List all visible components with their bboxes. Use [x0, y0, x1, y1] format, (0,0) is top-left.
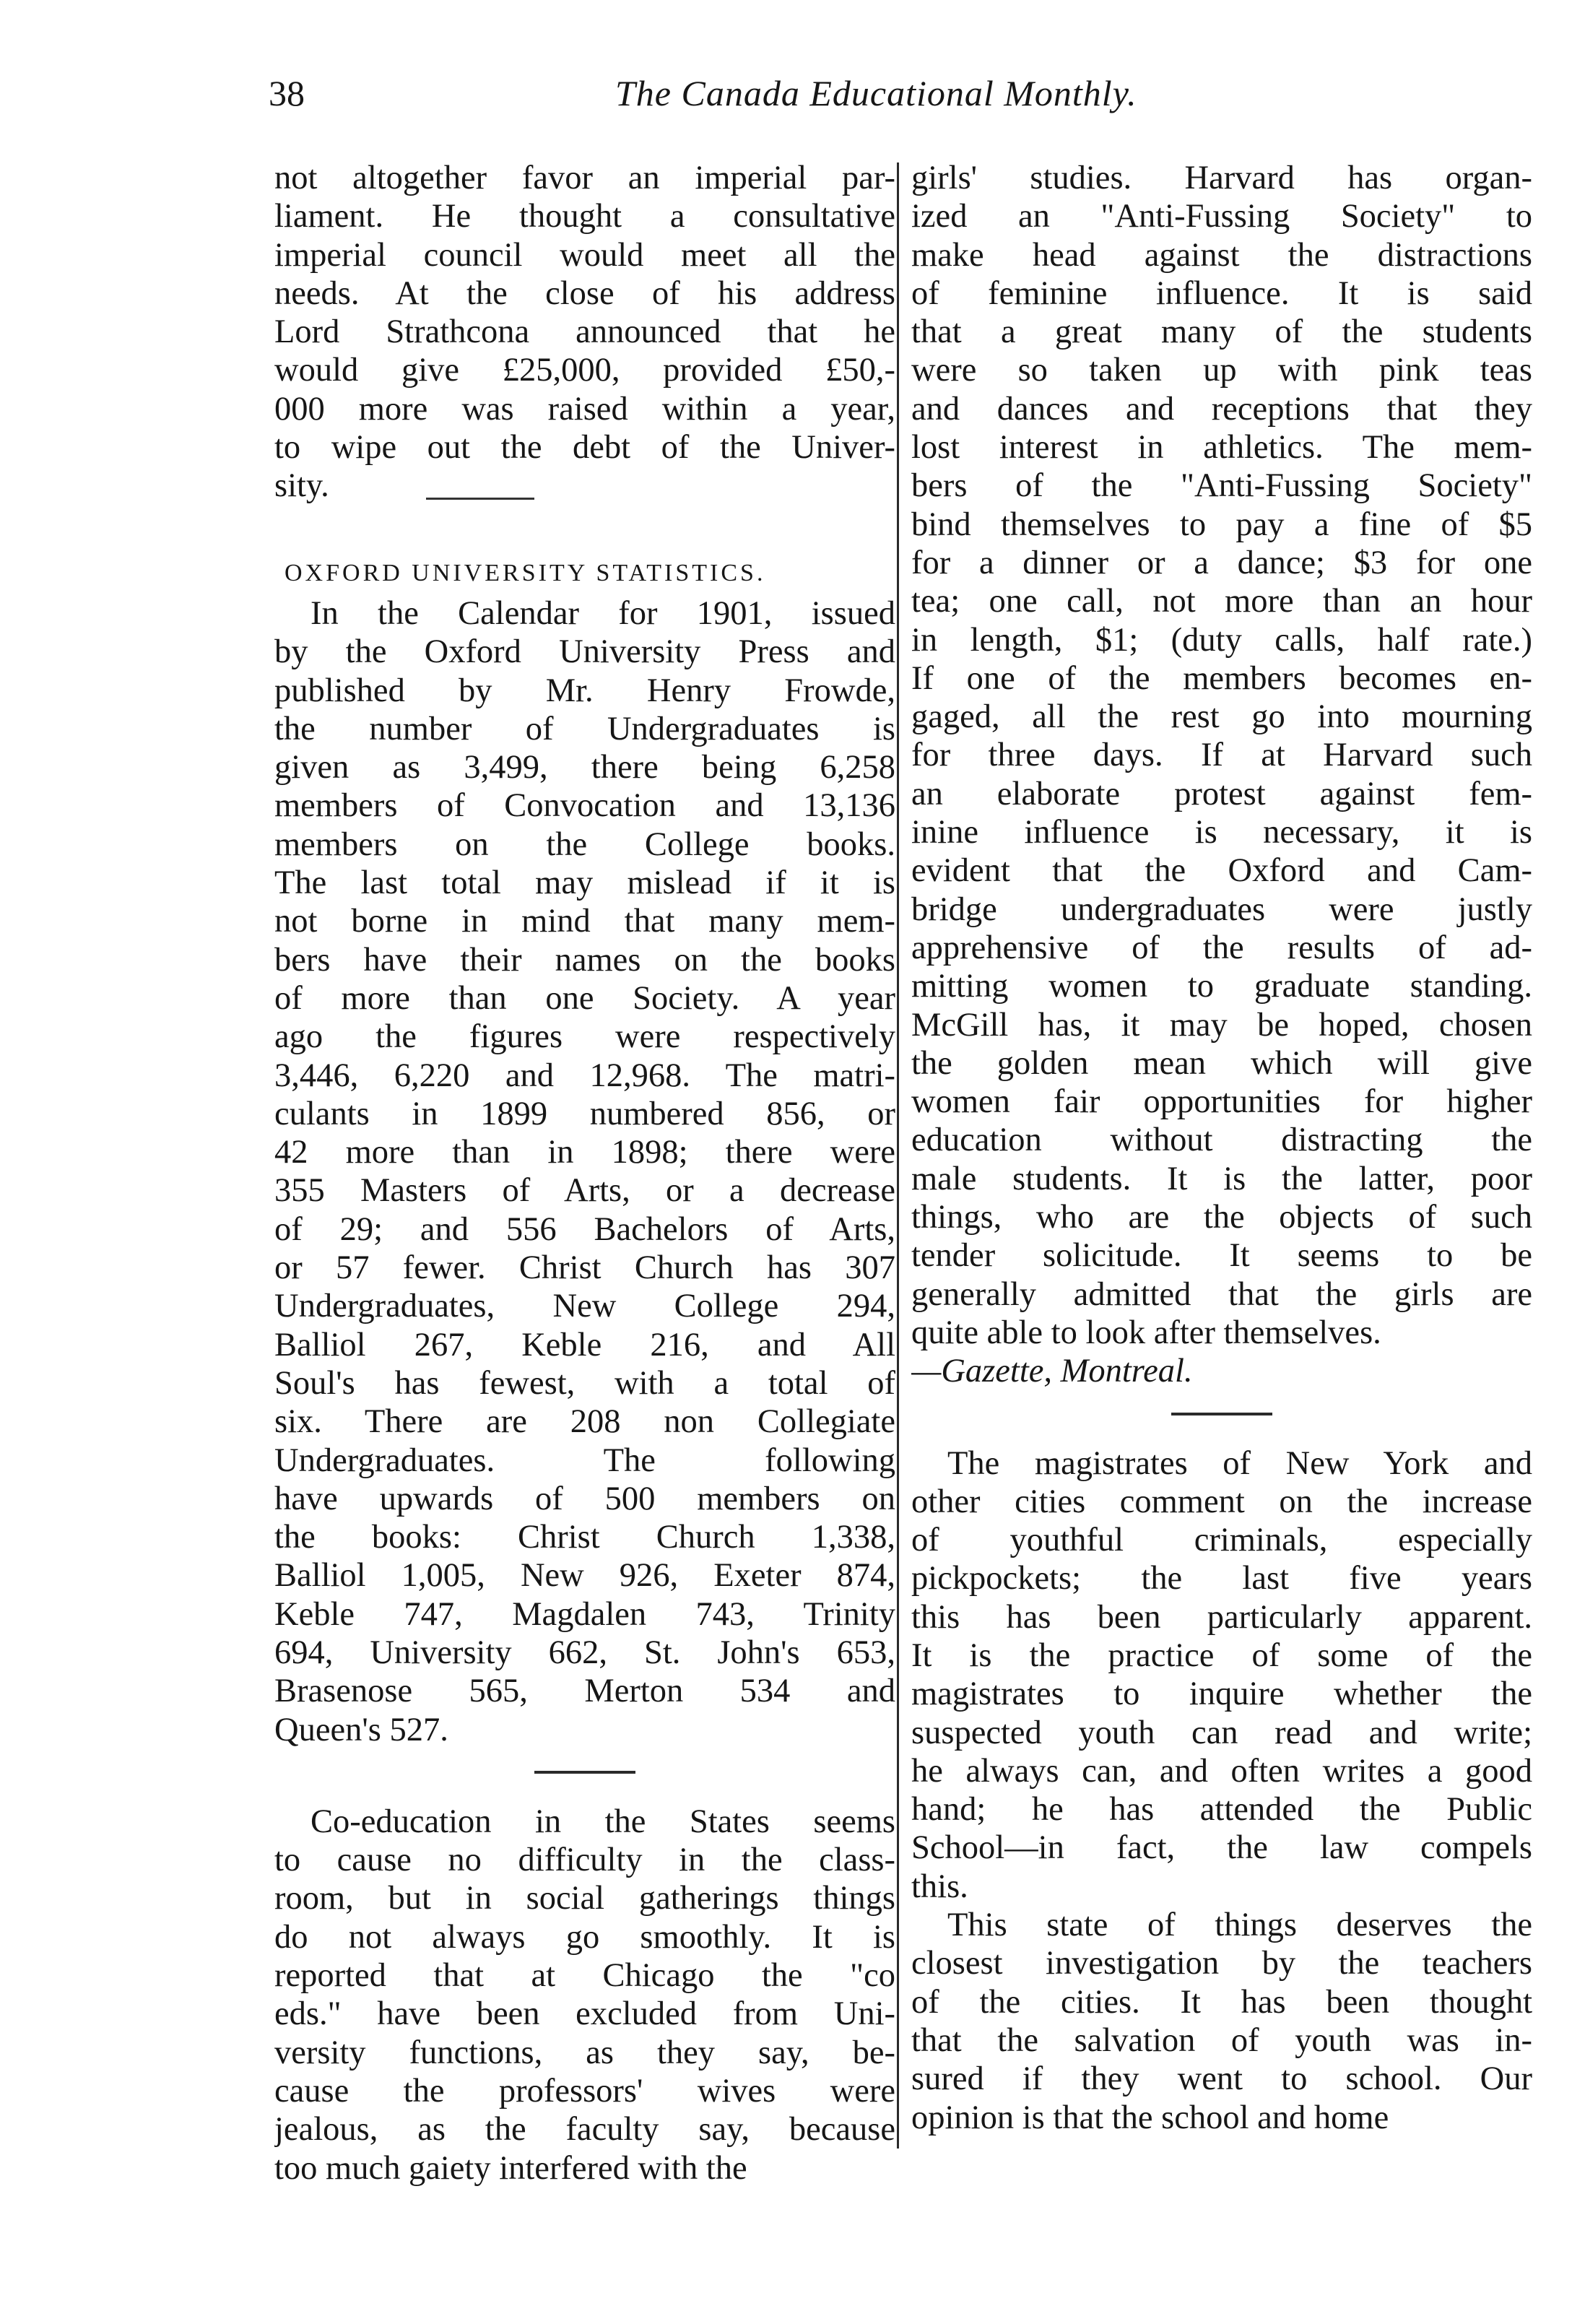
text-line: that the salvation of youth was in-: [911, 2021, 1532, 2059]
text-line: In the Calendar for 1901, issued: [311, 594, 895, 632]
text-line: published by Mr. Henry Frowde,: [274, 672, 895, 709]
text-line: women fair opportunities for higher: [911, 1083, 1532, 1121]
text-line: by the Oxford University Press and: [274, 633, 895, 671]
text-line: given as 3,499, there being 6,258: [274, 749, 895, 786]
coeducation-paragraph: [274, 1803, 895, 2188]
text-line: 355 Masters of Arts, or a decrease: [274, 1172, 895, 1210]
text-line: do not always go smoothly. It is: [274, 1918, 895, 1956]
text-line: bind themselves to pay a fine of $5: [911, 506, 1532, 543]
text-line: magistrates to inquire whether the: [911, 1675, 1532, 1713]
text-line: to wipe out the debt of the Univer-: [274, 429, 895, 467]
section-rule: [534, 1771, 635, 1774]
text-line: six. There are 208 non Collegiate: [274, 1403, 895, 1441]
section-rule: [1171, 1413, 1272, 1415]
text-line: of more than one Society. A year: [274, 979, 895, 1017]
text-line: the golden mean which will give: [911, 1044, 1532, 1082]
text-line: jealous, as the faculty say, because: [274, 2111, 895, 2149]
inline-rule: [426, 498, 534, 500]
text-line: hand; he has attended the Public: [911, 1791, 1532, 1829]
text-line: Balliol 1,005, New 926, Exeter 874,: [274, 1557, 895, 1595]
text-line: If one of the members becomes en-: [911, 659, 1532, 697]
text-line: Balliol 267, Keble 216, and All: [274, 1326, 895, 1363]
text-line: male students. It is the latter, poor: [911, 1160, 1532, 1197]
text-line: McGill has, it may be hoped, chosen: [911, 1006, 1532, 1044]
text-line: girls' studies. Harvard has organ-: [911, 160, 1532, 196]
text-line: evident that the Oxford and Cam-: [911, 852, 1532, 890]
text-line: The magistrates of New York and: [947, 1444, 1532, 1482]
text-line: 000 more was raised within a year,: [274, 390, 895, 428]
text-line: or 57 fewer. Christ Church has 307: [274, 1249, 895, 1287]
text-line: bers have their names on the books: [274, 941, 895, 979]
text-line: Keble 747, Magdalen 743, Trinity: [274, 1595, 895, 1633]
text-line: quite able to look after themselves.: [911, 1314, 1381, 1351]
text-line: of the cities. It has been thought: [911, 1983, 1532, 2021]
text-line: not altogether favor an imperial par-: [274, 160, 895, 196]
text-line: 694, University 662, St. John's 653,: [274, 1634, 895, 1671]
text-line: suspected youth can read and write;: [911, 1714, 1532, 1751]
text-line: opinion is that the school and home: [911, 2099, 1389, 2136]
text-line: things, who are the objects of such: [911, 1199, 1532, 1236]
text-line: he always can, and often writes a good: [911, 1752, 1532, 1790]
text-line: bridge undergraduates were justly: [911, 890, 1532, 928]
text-line: Undergraduates, New College 294,: [274, 1288, 895, 1325]
text-line: in length, $1; (duty calls, half rate.): [911, 621, 1532, 659]
text-line: make head against the distractions: [911, 236, 1532, 274]
right-column: [911, 159, 1532, 2137]
attribution: —Gazette, Montreal.: [911, 1353, 1193, 1390]
running-title: The Canada Educational Monthly.: [615, 73, 1137, 113]
text-line: would give £25,000, provided £50,-: [274, 352, 895, 389]
text-line: apprehensive of the results of ad-: [911, 929, 1532, 966]
text-line: education without distracting the: [911, 1122, 1532, 1159]
text-line: 3,446, 6,220 and 12,968. The matri-: [274, 1057, 895, 1094]
text-line: 42 more than in 1898; there were: [274, 1134, 895, 1171]
text-line: pickpockets; the last five years: [911, 1560, 1532, 1597]
text-line: sity.: [274, 467, 329, 505]
text-line: have upwards of 500 members on: [274, 1480, 895, 1517]
text-line: needs. At the close of his address: [274, 274, 895, 312]
text-line: closest investigation by the teachers: [911, 1945, 1532, 1982]
text-line: for three days. If at Harvard such: [911, 737, 1532, 774]
text-line: ized an "Anti-Fussing Society" to: [911, 198, 1532, 235]
text-line: inine influence is necessary, it is: [911, 814, 1532, 851]
text-line: not borne in mind that many mem-: [274, 903, 895, 940]
text-line: and dances and receptions that they: [911, 390, 1532, 428]
text-line: this.: [911, 1868, 968, 1905]
investigation-paragraph: [911, 1906, 1532, 2137]
text-line: lost interest in athletics. The mem-: [911, 429, 1532, 467]
text-line: Undergraduates. The following: [274, 1441, 895, 1479]
text-line: the number of Undergraduates is: [274, 710, 895, 747]
page-number: 38: [269, 73, 305, 113]
text-line: of 29; and 556 Bachelors of Arts,: [274, 1210, 895, 1248]
text-line: It is the practice of some of the: [911, 1636, 1532, 1674]
text-line: tender solicitude. It seems to be: [911, 1237, 1532, 1275]
text-line: cause the professors' wives were: [274, 2072, 895, 2110]
text-line: Co-education in the States seems: [311, 1803, 895, 1840]
text-line: room, but in social gatherings things: [274, 1880, 895, 1917]
text-line: mitting women to graduate standing.: [911, 968, 1532, 1005]
text-line: This state of things deserves the: [947, 1907, 1532, 1944]
text-line: generally admitted that the girls are: [911, 1275, 1532, 1313]
text-line: Soul's has fewest, with a total of: [274, 1364, 895, 1402]
text-line: The last total may mislead if it is: [274, 864, 895, 902]
text-line: imperial council would meet all the: [274, 236, 895, 274]
text-line: members on the College books.: [274, 825, 895, 863]
section-heading: OXFORD UNIVERSITY STATISTICS.: [285, 559, 766, 586]
text-line: culants in 1899 numbered 856, or: [274, 1095, 895, 1132]
page-header: [269, 72, 1540, 130]
oxford-statistics-paragraph: [274, 594, 895, 1749]
text-line: too much gaiety interfered with the: [274, 2149, 747, 2187]
text-line: tea; one call, not more than an hour: [911, 583, 1532, 620]
text-line: sured if they went to school. Our: [911, 2060, 1532, 2098]
text-line: School—in fact, the law compels: [911, 1829, 1532, 1867]
text-line: this has been particularly apparent.: [911, 1598, 1532, 1636]
column-divider: [897, 162, 899, 2149]
text-line: to cause no difficulty in the class-: [274, 1842, 895, 1879]
text-line: bers of the "Anti-Fussing Society": [911, 467, 1532, 505]
text-line: the books: Christ Church 1,338,: [274, 1519, 895, 1556]
text-line: liament. He thought a consultative: [274, 198, 895, 235]
text-line: members of Convocation and 13,136: [274, 787, 895, 825]
left-column: [274, 159, 895, 2188]
text-line: ago the figures were respectively: [274, 1018, 895, 1056]
magistrates-paragraph: [911, 1444, 1532, 1907]
text-line: Lord Strathcona announced that he: [274, 313, 895, 351]
text-line: an elaborate protest against fem-: [911, 775, 1532, 812]
text-line: versity functions, as they say, be-: [274, 2034, 895, 2071]
text-line: Brasenose 565, Merton 534 and: [274, 1673, 895, 1710]
harvard-paragraph: [911, 159, 1532, 1352]
text-line: other cities comment on the increase: [911, 1483, 1532, 1520]
text-line: of youthful criminals, especially: [911, 1522, 1532, 1559]
text-line: were so taken up with pink teas: [911, 352, 1532, 389]
text-line: eds." have been excluded from Uni-: [274, 1995, 895, 2033]
text-line: reported that at Chicago the "co: [274, 1957, 895, 1995]
text-line: of feminine influence. It is said: [911, 274, 1532, 312]
text-line: that a great many of the students: [911, 313, 1532, 351]
strathcona-paragraph: [274, 159, 895, 506]
text-line: Queen's 527.: [274, 1711, 448, 1748]
text-line: gaged, all the rest go into mourning: [911, 698, 1532, 736]
text-line: for a dinner or a dance; $3 for one: [911, 544, 1532, 581]
